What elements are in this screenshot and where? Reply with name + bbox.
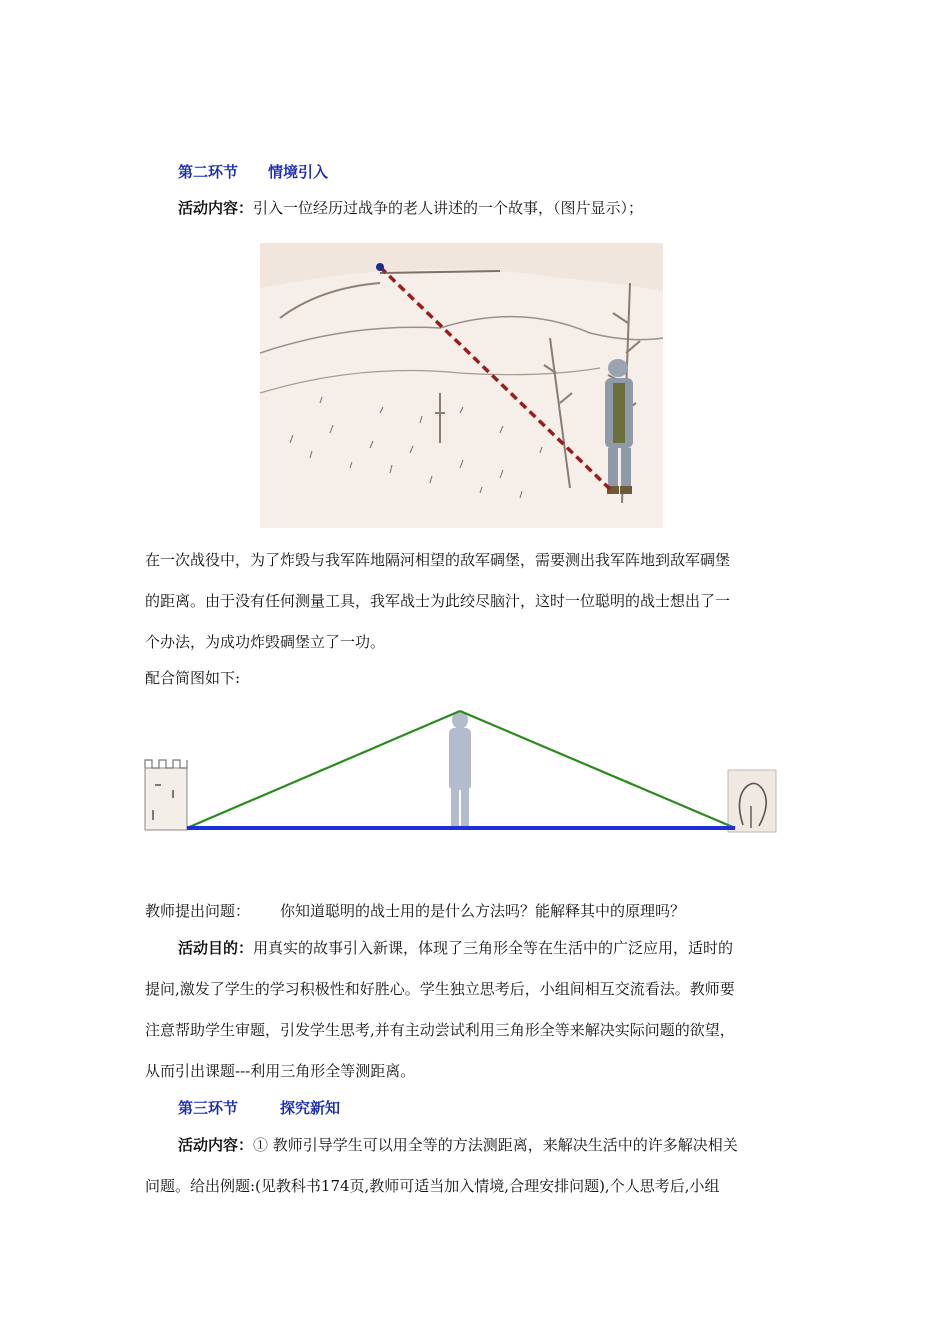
section-number: 第二环节 — [178, 163, 239, 181]
section-number: 第三环节 — [178, 1099, 239, 1117]
section-heading-2 — [178, 161, 328, 182]
activity-goal-line-1 — [178, 937, 733, 958]
story-line-2: 的距离。由于没有任何测量工具，我军战士为此绞尽脑汁，这时一位聪明的战士想出了一 — [145, 592, 731, 610]
measurement-diagram — [143, 700, 783, 840]
tree-icon — [728, 770, 776, 832]
activity-goal-label: 活动目的： — [178, 939, 254, 957]
section-title: 情境引入 — [268, 163, 329, 181]
activity-content-label: 活动内容： — [178, 199, 254, 217]
soldier-silhouette-icon — [449, 711, 471, 830]
activity-goal-line-3: 注意帮助学生审题，引发学生思考,并有主动尝试利用三角形全等来解决实际问题的欲望， — [145, 1021, 735, 1039]
battle-scene-illustration — [260, 243, 663, 528]
activity-content-text: 引入一位经历过战争的老人讲述的一个故事，（图片显示）； — [253, 199, 644, 217]
castle-icon — [145, 760, 187, 830]
activity-goal-line-2: 提问,激发了学生的学习积极性和好胜心。学生独立思考后，小组间相互交流看法。教师要 — [145, 980, 735, 998]
teacher-question — [145, 900, 685, 921]
activity-goal-line-4: 从而引出课题---利用三角形全等测距离。 — [145, 1062, 416, 1080]
story-line-3: 个办法，为成功炸毁碉堡立了一功。 — [145, 633, 386, 651]
teacher-question-label: 教师提出问题： — [145, 902, 251, 920]
activity-content-2-line-1 — [178, 1134, 738, 1155]
activity-content-2-line-2: 问题。给出例题:(见教科书174页,教师可适当加入情境,合理安排问题),个人思考后,小组 — [145, 1177, 720, 1195]
activity-content-label: 活动内容： — [178, 1136, 254, 1154]
activity-content-text: ① 教师引导学生可以用全等的方法测距离，来解决生活中的许多解决相关 — [253, 1136, 738, 1154]
section-heading-3 — [178, 1097, 340, 1118]
teacher-question-text: 你知道聪明的战士用的是什么方法吗？能解释其中的原理吗？ — [280, 902, 686, 920]
section-title: 探究新知 — [280, 1099, 341, 1117]
activity-content-paragraph — [178, 197, 643, 218]
diagram-caption: 配合简图如下: — [145, 669, 241, 687]
story-line-1: 在一次战役中，为了炸毁与我军阵地隔河相望的敌军碉堡，需要测出我军阵地到敌军碉堡 — [145, 551, 731, 569]
activity-goal-text: 用真实的故事引入新课，体现了三角形全等在生活中的广泛应用，适时的 — [253, 939, 734, 957]
